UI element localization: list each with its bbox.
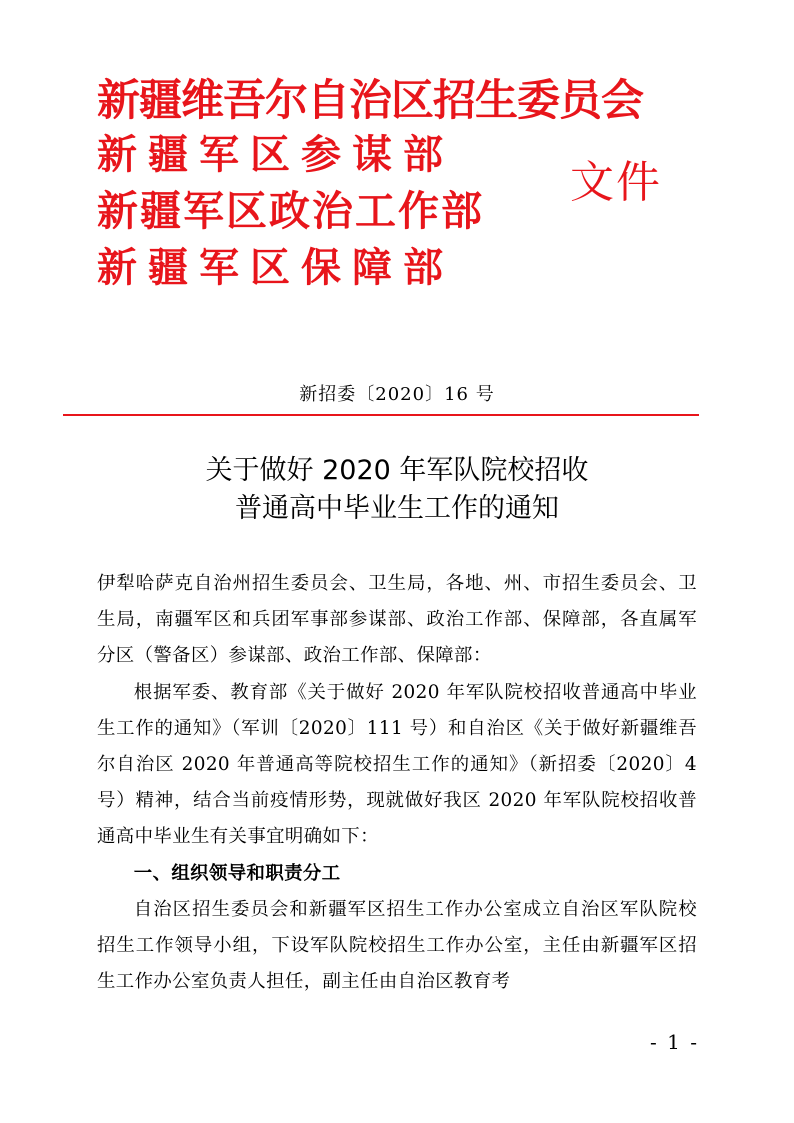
issuer-line-3: 新疆军区政治工作部 bbox=[97, 187, 484, 235]
paragraph-1: 根据军委、教育部《关于做好 2020 年军队院校招收普通高中毕业生工作的通知》（军训〔2020〕111 号）和自治区《关于做好新疆维吾尔自治区 2020 年普通高等院校招生工作的通知》（新招委〔2020〕4 号）精神，结合当前疫情形势，现就做好我区 2020 年军队院校招收普通高中毕业生有关事宜明确如下： bbox=[97, 681, 697, 848]
title-line-1: 关于做好 2020 年军队院校招收 bbox=[205, 455, 589, 486]
document-number: 新招委〔2020〕16 号 bbox=[299, 384, 495, 405]
document-body bbox=[97, 566, 697, 1000]
issuer-line-1: 新疆维吾尔自治区招生委员会 bbox=[97, 76, 643, 126]
issuer-line-2: 新疆军区参谋部 bbox=[97, 132, 454, 178]
red-divider bbox=[63, 414, 699, 416]
paragraph-2: 自治区招生委员会和新疆军区招生工作办公室成立自治区军队院校招生工作领导小组，下设军队院校招生工作办公室，主任由新疆军区招生工作办公室负责人担任，副主任由自治区教育考 bbox=[97, 898, 697, 993]
issuer-line-4: 新疆军区保障部 bbox=[97, 245, 454, 291]
title-line-2: 普通高中毕业生工作的通知 bbox=[235, 493, 559, 524]
page-number: - 1 - bbox=[650, 1030, 699, 1054]
file-label: 文件 bbox=[570, 157, 662, 208]
section-heading-1: 一、组织领导和职责分工 bbox=[133, 862, 341, 884]
salutation: 伊犁哈萨克自治州招生委员会、卫生局，各地、州、市招生委员会、卫生局，南疆军区和兵团军事部参谋部、政治工作部、保障部，各直属军分区（警备区）参谋部、政治工作部、保障部： bbox=[97, 573, 697, 667]
